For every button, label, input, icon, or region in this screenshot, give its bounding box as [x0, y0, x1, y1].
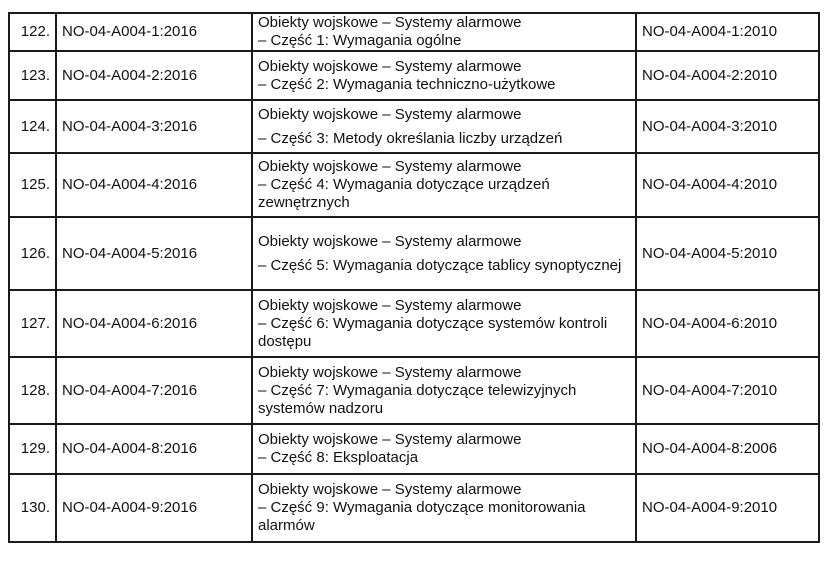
standard-code: NO-04-A004-5:2016 [56, 217, 252, 290]
row-number: 129. [9, 424, 56, 474]
row-number: 127. [9, 290, 56, 357]
title-line-1: Obiekty wojskowe – Systemy alarmowe [258, 232, 522, 250]
replaced-standard: NO-04-A004-1:2010 [636, 13, 819, 51]
title-line-2: – Część 3: Metody określania liczby urządzeń [258, 129, 563, 147]
title-line-1: Obiekty wojskowe – Systemy alarmowe [258, 105, 522, 123]
standard-code: NO-04-A004-1:2016 [56, 13, 252, 51]
replaced-standard: NO-04-A004-9:2010 [636, 474, 819, 542]
standard-title [252, 217, 636, 290]
title-line-1: Obiekty wojskowe – Systemy alarmowe [258, 296, 522, 314]
replaced-standard: NO-04-A004-5:2010 [636, 217, 819, 290]
row-number: 123. [9, 51, 56, 100]
standard-code: NO-04-A004-3:2016 [56, 100, 252, 153]
standards-table [8, 12, 820, 543]
title-line-1: Obiekty wojskowe – Systemy alarmowe [258, 14, 522, 31]
title-line-2: – Część 5: Wymagania dotyczące tablicy synoptycznej [258, 256, 622, 274]
title-line-1: Obiekty wojskowe – Systemy alarmowe [258, 481, 522, 498]
standard-code: NO-04-A004-6:2016 [56, 290, 252, 357]
standard-title [252, 290, 636, 357]
table-row [9, 424, 819, 474]
title-line-2: – Część 4: Wymagania dotyczące urządzeń zewnętrznych [258, 176, 550, 211]
standard-title [252, 51, 636, 100]
standard-title [252, 13, 636, 51]
title-line-2: – Część 9: Wymagania dotyczące monitorowania alarmów [258, 499, 586, 534]
title-line-2: – Część 8: Eksploatacja [258, 449, 419, 466]
table-row [9, 290, 819, 357]
title-line-1: Obiekty wojskowe – Systemy alarmowe [258, 57, 522, 75]
replaced-standard: NO-04-A004-4:2010 [636, 153, 819, 217]
standard-title [252, 357, 636, 424]
row-number: 124. [9, 100, 56, 153]
standard-title [252, 474, 636, 542]
standard-code: NO-04-A004-2:2016 [56, 51, 252, 100]
title-line-1: Obiekty wojskowe – Systemy alarmowe [258, 158, 522, 175]
title-line-2: – Część 7: Wymagania dotyczące telewizyjnych systemów nadzoru [258, 381, 577, 417]
table-row [9, 474, 819, 542]
row-number: 130. [9, 474, 56, 542]
table-row [9, 13, 819, 51]
standard-code: NO-04-A004-9:2016 [56, 474, 252, 542]
standard-code: NO-04-A004-4:2016 [56, 153, 252, 217]
table-row [9, 357, 819, 424]
standard-code: NO-04-A004-7:2016 [56, 357, 252, 424]
replaced-standard: NO-04-A004-7:2010 [636, 357, 819, 424]
standard-title [252, 100, 636, 153]
title-line-1: Obiekty wojskowe – Systemy alarmowe [258, 431, 522, 448]
replaced-standard: NO-04-A004-2:2010 [636, 51, 819, 100]
table-row [9, 51, 819, 100]
standard-title [252, 424, 636, 474]
table-row [9, 217, 819, 290]
row-number: 122. [9, 13, 56, 51]
replaced-standard: NO-04-A004-6:2010 [636, 290, 819, 357]
title-line-1: Obiekty wojskowe – Systemy alarmowe [258, 363, 522, 381]
title-line-2: – Część 6: Wymagania dotyczące systemów kontroli dostępu [258, 314, 608, 350]
standard-title [252, 153, 636, 217]
row-number: 126. [9, 217, 56, 290]
standard-code: NO-04-A004-8:2016 [56, 424, 252, 474]
replaced-standard: NO-04-A004-3:2010 [636, 100, 819, 153]
title-line-2: – Część 1: Wymagania ogólne [258, 32, 462, 49]
row-number: 125. [9, 153, 56, 217]
table-row [9, 100, 819, 153]
row-number: 128. [9, 357, 56, 424]
replaced-standard: NO-04-A004-8:2006 [636, 424, 819, 474]
title-line-2: – Część 2: Wymagania techniczno-użytkowe [258, 75, 556, 93]
table-row [9, 153, 819, 217]
